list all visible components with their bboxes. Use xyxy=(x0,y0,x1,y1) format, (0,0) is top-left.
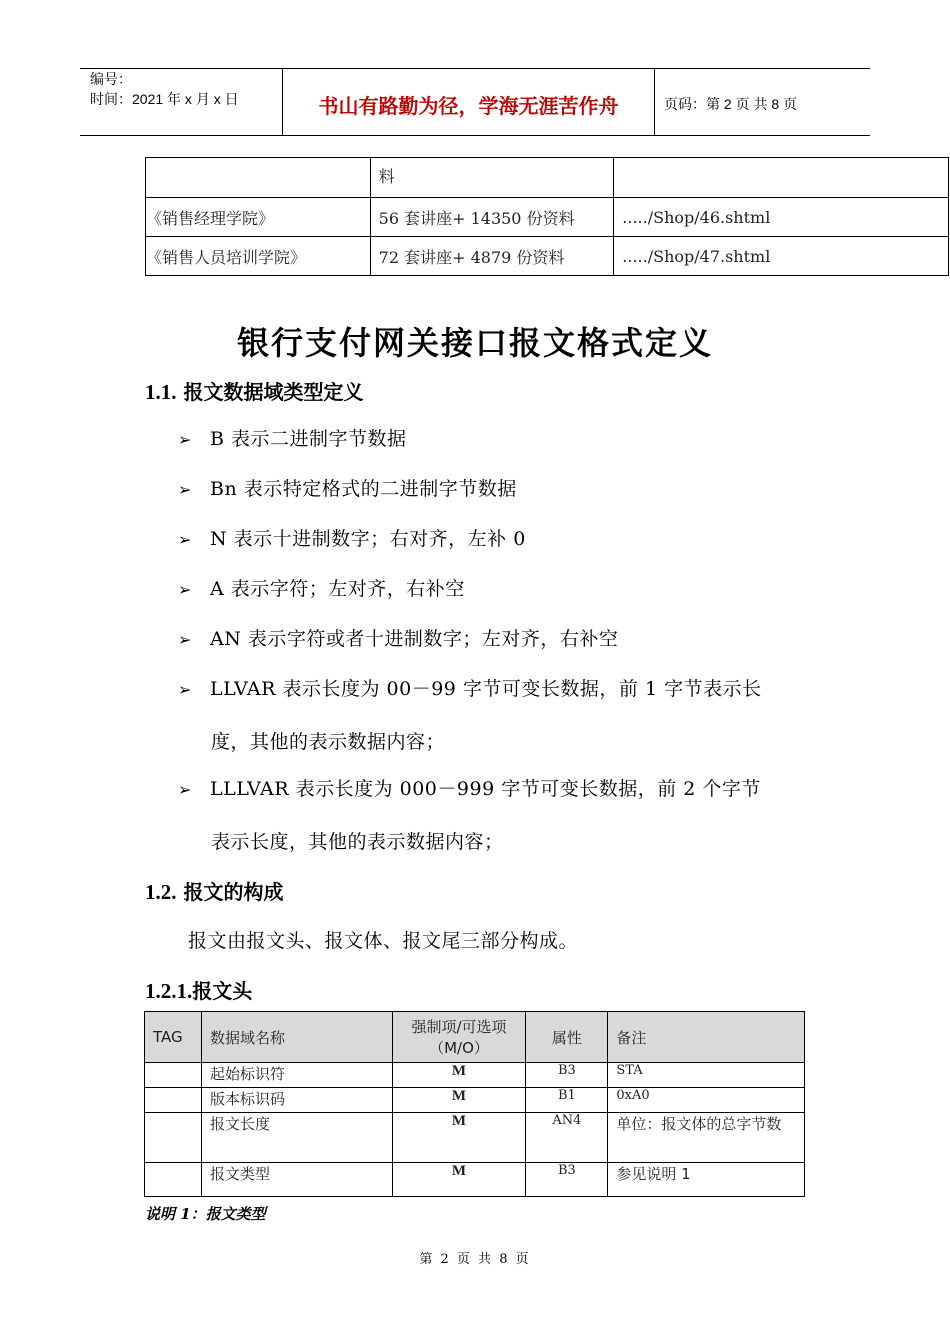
arrow-bullet-icon: ➢ xyxy=(178,480,192,499)
table-cell: 料 xyxy=(370,158,614,198)
table-header-row xyxy=(145,1012,805,1063)
bullet-text: A 表示字符；左对齐，右补空 xyxy=(210,578,465,600)
body-paragraph: 报文由报文头、报文体、报文尾三部分构成。 xyxy=(188,930,579,952)
section-title: 报文头 xyxy=(192,979,253,1003)
column-header xyxy=(392,1012,526,1063)
arrow-bullet-icon: ➢ xyxy=(178,530,192,549)
table-row xyxy=(145,1163,805,1197)
header-page-info: 页码：第 2 页 共 8 页 xyxy=(664,96,798,112)
table-row xyxy=(145,1088,805,1113)
bullet-item xyxy=(178,514,526,565)
bullet-text: Bn 表示特定格式的二进制字节数据 xyxy=(210,478,517,500)
required-cell: M xyxy=(392,1163,526,1197)
bullet-item xyxy=(178,614,618,665)
table-cell: 56 套讲座+ 14350 份资料 xyxy=(370,198,614,237)
table-link[interactable]: ...../Shop/46.shtml xyxy=(614,198,949,237)
section-title: 报文的构成 xyxy=(183,880,284,904)
header-top-rule xyxy=(80,68,870,69)
table-note: 说明 1：报文类型 xyxy=(145,1205,266,1223)
section-heading-1-1 xyxy=(145,376,363,405)
bullet-item xyxy=(178,664,762,715)
attribute-cell: B1 xyxy=(526,1088,608,1113)
column-header-line: 强制项/可选项 xyxy=(411,1018,507,1036)
column-header: 备注 xyxy=(608,1012,805,1063)
arrow-bullet-icon: ➢ xyxy=(178,780,192,799)
tag-cell xyxy=(145,1088,202,1113)
document-title: 银行支付网关接口报文格式定义 xyxy=(236,324,713,362)
table-row xyxy=(145,1113,805,1163)
bullet-item xyxy=(178,464,517,515)
bullet-text: LLVAR 表示长度为 00－99 字节可变长数据，前 1 字节表示长 xyxy=(210,678,762,700)
table-cell: 《销售人员培训学院》 xyxy=(146,237,371,276)
bullet-continuation: 表示长度，其他的表示数据内容； xyxy=(211,831,504,853)
header-date: 时间：2021 年 x 月 x 日 xyxy=(90,91,239,107)
section-heading-1-2 xyxy=(145,876,283,905)
field-name-cell: 起始标识符 xyxy=(201,1063,392,1088)
column-header-line: （M/O） xyxy=(429,1039,489,1057)
section-number: 1.2.1. xyxy=(145,979,193,1003)
column-header: 数据域名称 xyxy=(201,1012,392,1063)
table-cell: 72 套讲座+ 4879 份资料 xyxy=(370,237,614,276)
attribute-cell: B3 xyxy=(526,1163,608,1197)
bullet-text: LLLVAR 表示长度为 000－999 字节可变长数据，前 2 个字节 xyxy=(210,778,761,800)
table-row xyxy=(145,1063,805,1088)
bullet-item xyxy=(178,564,465,615)
section-title: 报文数据域类型定义 xyxy=(183,380,364,404)
note-cell: 单位：报文体的总字节数 xyxy=(608,1113,805,1163)
table-row xyxy=(146,237,949,276)
section-number: 1.2. xyxy=(145,880,177,904)
field-name-cell: 报文长度 xyxy=(201,1113,392,1163)
table-link[interactable]: ...../Shop/47.shtml xyxy=(614,237,949,276)
arrow-bullet-icon: ➢ xyxy=(178,630,192,649)
table-cell xyxy=(146,158,371,198)
header-divider-right xyxy=(654,68,655,136)
column-header: 属性 xyxy=(526,1012,608,1063)
arrow-bullet-icon: ➢ xyxy=(178,680,192,699)
bullet-text: N 表示十进制数字；右对齐，左补 0 xyxy=(210,528,526,550)
header-bottom-rule xyxy=(80,135,870,136)
section-number: 1.1. xyxy=(145,380,177,404)
bullet-continuation: 度，其他的表示数据内容； xyxy=(211,731,446,753)
note-cell: STA xyxy=(608,1063,805,1088)
header-motto: 书山有路勤为径，学海无涯苦作舟 xyxy=(318,94,619,118)
table-row xyxy=(146,198,949,237)
note-cell: 0xA0 xyxy=(608,1088,805,1113)
page-footer: 第 2 页 共 8 页 xyxy=(419,1252,531,1267)
tag-cell xyxy=(145,1113,202,1163)
required-cell: M xyxy=(392,1113,526,1163)
section-heading-1-2-1 xyxy=(145,975,252,1004)
table-row xyxy=(146,158,949,198)
message-header-table xyxy=(144,1011,805,1197)
bullet-text: AN 表示字符或者十进制数字；左对齐，右补空 xyxy=(210,628,619,650)
required-cell: M xyxy=(392,1088,526,1113)
arrow-bullet-icon: ➢ xyxy=(178,580,192,599)
field-name-cell: 报文类型 xyxy=(201,1163,392,1197)
header-number-label: 编号： xyxy=(90,71,132,87)
bullet-item xyxy=(178,414,407,465)
required-cell: M xyxy=(392,1063,526,1088)
column-header: TAG xyxy=(145,1012,202,1063)
tag-cell xyxy=(145,1163,202,1197)
arrow-bullet-icon: ➢ xyxy=(178,430,192,449)
field-name-cell: 版本标识码 xyxy=(201,1088,392,1113)
bullet-text: B 表示二进制字节数据 xyxy=(210,428,407,450)
tag-cell xyxy=(145,1063,202,1088)
bullet-item xyxy=(178,764,761,815)
table-cell: 《销售经理学院》 xyxy=(146,198,371,237)
attribute-cell: AN4 xyxy=(526,1113,608,1163)
note-cell: 参见说明 1 xyxy=(608,1163,805,1197)
resource-table xyxy=(145,157,949,276)
attribute-cell: B3 xyxy=(526,1063,608,1088)
table-cell xyxy=(614,158,949,198)
